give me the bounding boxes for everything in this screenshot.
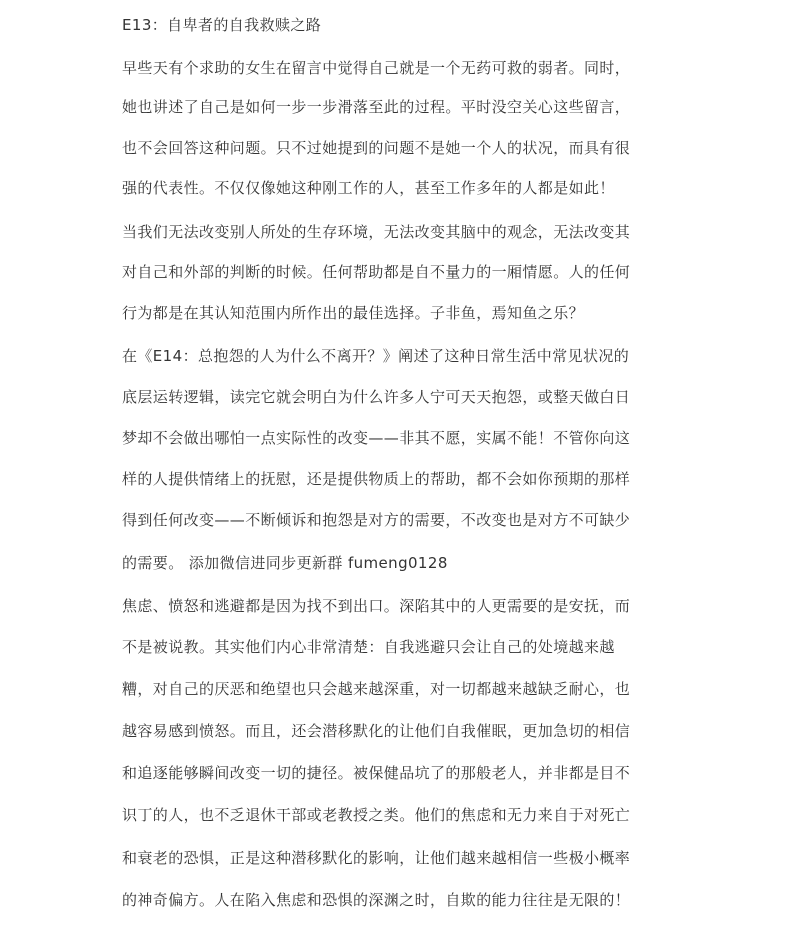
paragraph-line: 底层运转逻辑，读完它就会明白为什么许多人宁可天天抱怨，或整天做白日 (122, 388, 631, 406)
paragraph-line: 越容易感到愤怒。而且，还会潜移默化的让他们自我催眠，更加急切的相信 (122, 722, 631, 740)
paragraph-line: 强的代表性。不仅仅像她这种刚工作的人，甚至工作多年的人都是如此！ (122, 179, 615, 197)
paragraph-line: 的神奇偏方。人在陷入焦虑和恐惧的深渊之时，自欺的能力往往是无限的！ (122, 891, 631, 909)
paragraph-line: 梦却不会做出哪怕一点实际性的改变——非其不愿，实属不能！不管你向这 (122, 429, 631, 447)
paragraph-line: 早些天有个求助的女生在留言中觉得自己就是一个无药可救的弱者。同时， (122, 59, 631, 77)
paragraph-line: 在《E14：总抱怨的人为什么不离开？》阐述了这种日常生活中常见状况的 (122, 347, 630, 365)
article-title: E13：自卑者的自我救赎之路 (122, 16, 322, 34)
paragraph-line: 她也讲述了自己是如何一步一步滑落至此的过程。平时没空关心这些留言， (122, 98, 631, 116)
paragraph-line: 焦虑、愤怒和逃避都是因为找不到出口。深陷其中的人更需要的是安抚，而 (122, 597, 631, 615)
paragraph-line: 不是被说教。其实他们内心非常清楚：自我逃避只会让自己的处境越来越 (122, 638, 615, 656)
paragraph-line: 对自己和外部的判断的时候。任何帮助都是自不量力的一厢情愿。人的任何 (122, 263, 631, 281)
paragraph-line: 得到任何改变——不断倾诉和抱怨是对方的需要，不改变也是对方不可缺少 (122, 511, 631, 529)
paragraph-line: 识丁的人，也不乏退休干部或老教授之类。他们的焦虑和无力来自于对死亡 (122, 806, 631, 824)
paragraph-line: 也不会回答这种问题。只不过她提到的问题不是她一个人的状况，而具有很 (122, 139, 631, 157)
paragraph-line: 和追逐能够瞬间改变一切的捷径。被保健品坑了的那般老人，并非都是目不 (122, 764, 631, 782)
paragraph-line: 糟，对自己的厌恶和绝望也只会越来越深重，对一切都越来越缺乏耐心，也 (122, 680, 631, 698)
paragraph-line: 的需要。 添加微信进同步更新群 fumeng0128 (122, 554, 448, 572)
paragraph-line: 和衰老的恐惧，正是这种潜移默化的影响，让他们越来越相信一些极小概率 (122, 849, 631, 867)
paragraph-line: 行为都是在其认知范围内所作出的最佳选择。子非鱼，焉知鱼之乐？ (122, 304, 585, 322)
paragraph-line: 当我们无法改变别人所处的生存环境，无法改变其脑中的观念，无法改变其 (122, 223, 631, 241)
paragraph-line: 样的人提供情绪上的抚慰，还是提供物质上的帮助，都不会如你预期的那样 (122, 470, 631, 488)
